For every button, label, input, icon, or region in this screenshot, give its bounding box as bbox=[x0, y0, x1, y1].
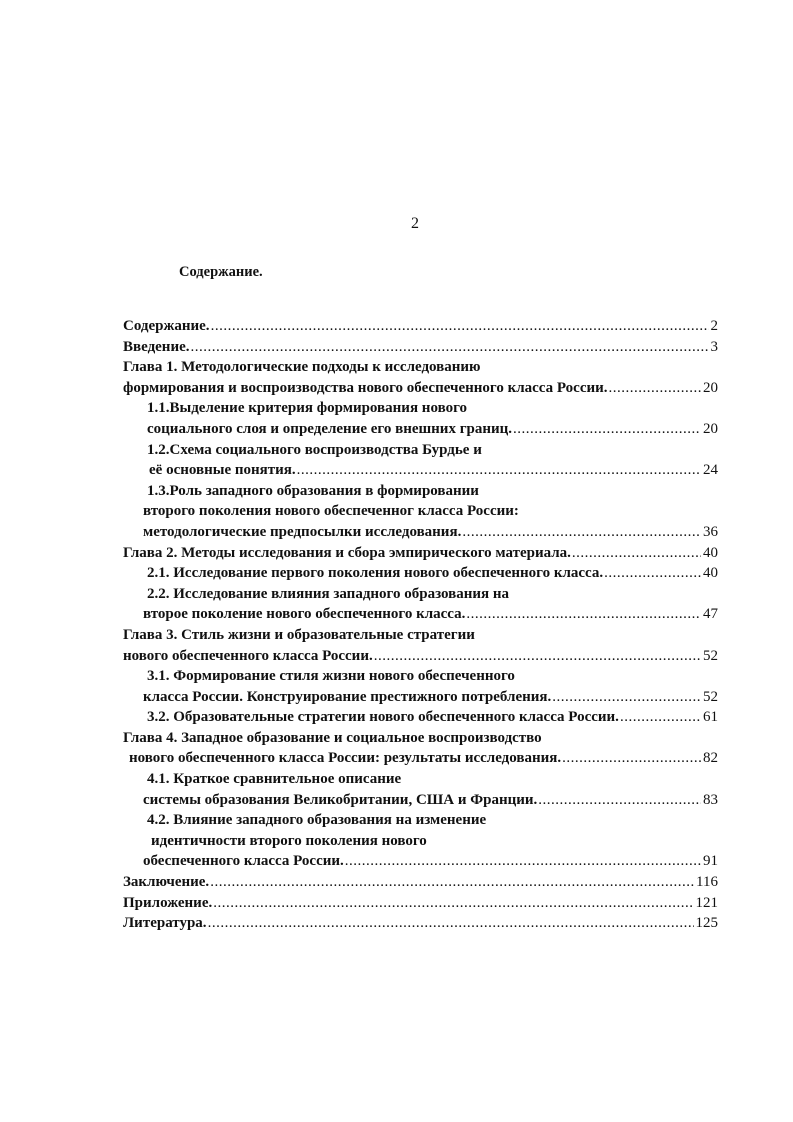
toc-entry-page: 40 bbox=[703, 565, 718, 582]
toc-entry-title: Глава 2. Методы исследования и сбора эмпирического материала. bbox=[123, 544, 571, 561]
toc-entry-title: социального слоя и определение его внешних границ. bbox=[147, 420, 513, 437]
toc-entry-section-1-3-cont bbox=[123, 501, 718, 522]
toc-entry-title: её основные понятия. bbox=[149, 462, 296, 479]
toc-entry-introduction bbox=[123, 337, 718, 358]
dot-leader bbox=[572, 543, 701, 564]
toc-entry-page: 52 bbox=[703, 688, 718, 705]
dot-leader bbox=[213, 893, 693, 914]
toc-entry-section-3-1-cont bbox=[123, 687, 718, 708]
toc-entry-section-2-1 bbox=[123, 563, 718, 584]
toc-entry-title: методологические предпосылки исследования. bbox=[143, 523, 462, 540]
dot-leader bbox=[604, 563, 701, 584]
toc-entry-title: Заключение. bbox=[123, 874, 210, 891]
page-number: 2 bbox=[411, 215, 419, 232]
dot-leader bbox=[208, 913, 694, 934]
toc-heading: Содержание. bbox=[179, 264, 263, 280]
toc-entry-title: обеспеченного класса России. bbox=[143, 853, 344, 870]
toc-entry-title: 3.2. Образовательные стратегии нового обеспеченного класса России. bbox=[147, 709, 619, 726]
toc-entry-title: второе поколение нового обеспеченного класса. bbox=[143, 606, 466, 623]
toc-entry-section-1-2-cont bbox=[123, 460, 718, 481]
toc-entry-chapter-2 bbox=[123, 543, 718, 564]
toc-entry-title: 2.1. Исследование первого поколения нового обеспеченного класса. bbox=[147, 565, 604, 582]
toc-entry-page: 24 bbox=[703, 462, 718, 479]
toc-entry-page: 61 bbox=[703, 709, 718, 726]
toc-entry-title: нового обеспеченного класса России. bbox=[123, 647, 373, 664]
toc-entry-section-4-2-cont2 bbox=[123, 851, 718, 872]
toc-entry-title: 1.3.Роль западного образования в формировании bbox=[147, 482, 479, 499]
toc-entry-section-4-1 bbox=[123, 769, 718, 790]
toc-entry-contents bbox=[123, 316, 718, 337]
toc-entry-page: 82 bbox=[703, 750, 718, 767]
toc-entry-section-4-2-cont bbox=[123, 831, 718, 852]
toc-entry-section-1-3 bbox=[123, 481, 718, 502]
dot-leader bbox=[211, 316, 709, 337]
table-of-contents bbox=[123, 316, 718, 934]
dot-leader bbox=[462, 522, 701, 543]
toc-entry-page: 20 bbox=[703, 420, 718, 437]
toc-entry-title: нового обеспеченного класса России: результаты исследования. bbox=[129, 750, 562, 767]
dot-leader bbox=[191, 337, 709, 358]
dot-leader bbox=[552, 687, 701, 708]
toc-entry-page: 121 bbox=[695, 894, 718, 911]
toc-entry-appendix bbox=[123, 893, 718, 914]
dot-leader bbox=[538, 790, 701, 811]
toc-entry-chapter-4-cont bbox=[123, 748, 718, 769]
dot-leader bbox=[345, 851, 701, 872]
toc-entry-section-3-2 bbox=[123, 707, 718, 728]
toc-entry-title: 4.1. Краткое сравнительное описание bbox=[147, 771, 402, 788]
toc-entry-title: Содержание. bbox=[123, 318, 210, 334]
dot-leader bbox=[466, 604, 701, 625]
toc-entry-page: 91 bbox=[703, 853, 718, 870]
toc-entry-literature bbox=[123, 913, 718, 934]
toc-entry-page: 52 bbox=[703, 647, 718, 664]
dot-leader bbox=[210, 872, 694, 893]
toc-entry-section-1-2 bbox=[123, 440, 718, 461]
toc-entry-title: Глава 3. Стиль жизни и образовательные стратегии bbox=[123, 626, 475, 643]
toc-entry-section-2-2-cont bbox=[123, 604, 718, 625]
toc-entry-title: класса России. Конструирование престижного потребления. bbox=[143, 688, 552, 705]
toc-entry-chapter-1 bbox=[123, 357, 718, 378]
toc-entry-page: 3 bbox=[710, 338, 718, 355]
toc-entry-page: 40 bbox=[703, 544, 718, 561]
toc-entry-chapter-4 bbox=[123, 728, 718, 749]
toc-entry-page: 20 bbox=[703, 379, 718, 396]
toc-entry-title: системы образования Великобритании, США и Франции. bbox=[143, 791, 538, 808]
dot-leader bbox=[374, 646, 701, 667]
toc-entry-section-4-2 bbox=[123, 810, 718, 831]
toc-entry-conclusion bbox=[123, 872, 718, 893]
toc-entry-section-1-1 bbox=[123, 398, 718, 419]
toc-entry-page: 2 bbox=[710, 318, 718, 334]
dot-leader bbox=[297, 460, 701, 481]
toc-entry-title: 1.2.Схема социального воспроизводства Бурдье и bbox=[147, 441, 482, 458]
dot-leader bbox=[562, 748, 701, 769]
toc-entry-title: 4.2. Влияние западного образования на изменение bbox=[147, 812, 487, 829]
toc-entry-title: Приложение. bbox=[123, 894, 213, 911]
toc-entry-chapter-3-cont bbox=[123, 646, 718, 667]
toc-entry-page: 36 bbox=[703, 523, 718, 540]
toc-entry-title: Литература. bbox=[123, 915, 207, 932]
toc-entry-section-1-3-cont2 bbox=[123, 522, 718, 543]
toc-entry-chapter-1-cont bbox=[123, 378, 718, 399]
toc-entry-chapter-3 bbox=[123, 625, 718, 646]
toc-entry-page: 125 bbox=[695, 915, 718, 932]
toc-entry-title: второго поколения нового обеспеченног класса России: bbox=[143, 503, 519, 520]
toc-entry-page: 83 bbox=[703, 791, 718, 808]
toc-entry-title: Глава 1. Методологические подходы к исследованию bbox=[123, 359, 481, 376]
toc-entry-title: идентичности второго поколения нового bbox=[151, 832, 427, 849]
toc-entry-title: 2.2. Исследование влияния западного образования на bbox=[147, 585, 510, 602]
toc-entry-title: 1.1.Выделение критерия формирования нового bbox=[147, 400, 468, 417]
toc-entry-section-4-1-cont bbox=[123, 790, 718, 811]
toc-entry-title: формирования и воспроизводства нового обеспеченного класса России. bbox=[123, 379, 608, 396]
toc-entry-section-3-1 bbox=[123, 666, 718, 687]
toc-entry-title: Введение. bbox=[123, 338, 190, 355]
toc-entry-title: Глава 4. Западное образование и социальное воспроизводство bbox=[123, 729, 542, 746]
dot-leader bbox=[513, 419, 701, 440]
dot-leader bbox=[609, 378, 701, 399]
toc-entry-page: 116 bbox=[696, 874, 718, 891]
toc-entry-title: 3.1. Формирование стиля жизни нового обеспеченного bbox=[147, 668, 515, 685]
dot-leader bbox=[620, 707, 701, 728]
toc-entry-section-1-1-cont bbox=[123, 419, 718, 440]
toc-entry-page: 47 bbox=[703, 606, 718, 623]
toc-entry-section-2-2 bbox=[123, 584, 718, 605]
